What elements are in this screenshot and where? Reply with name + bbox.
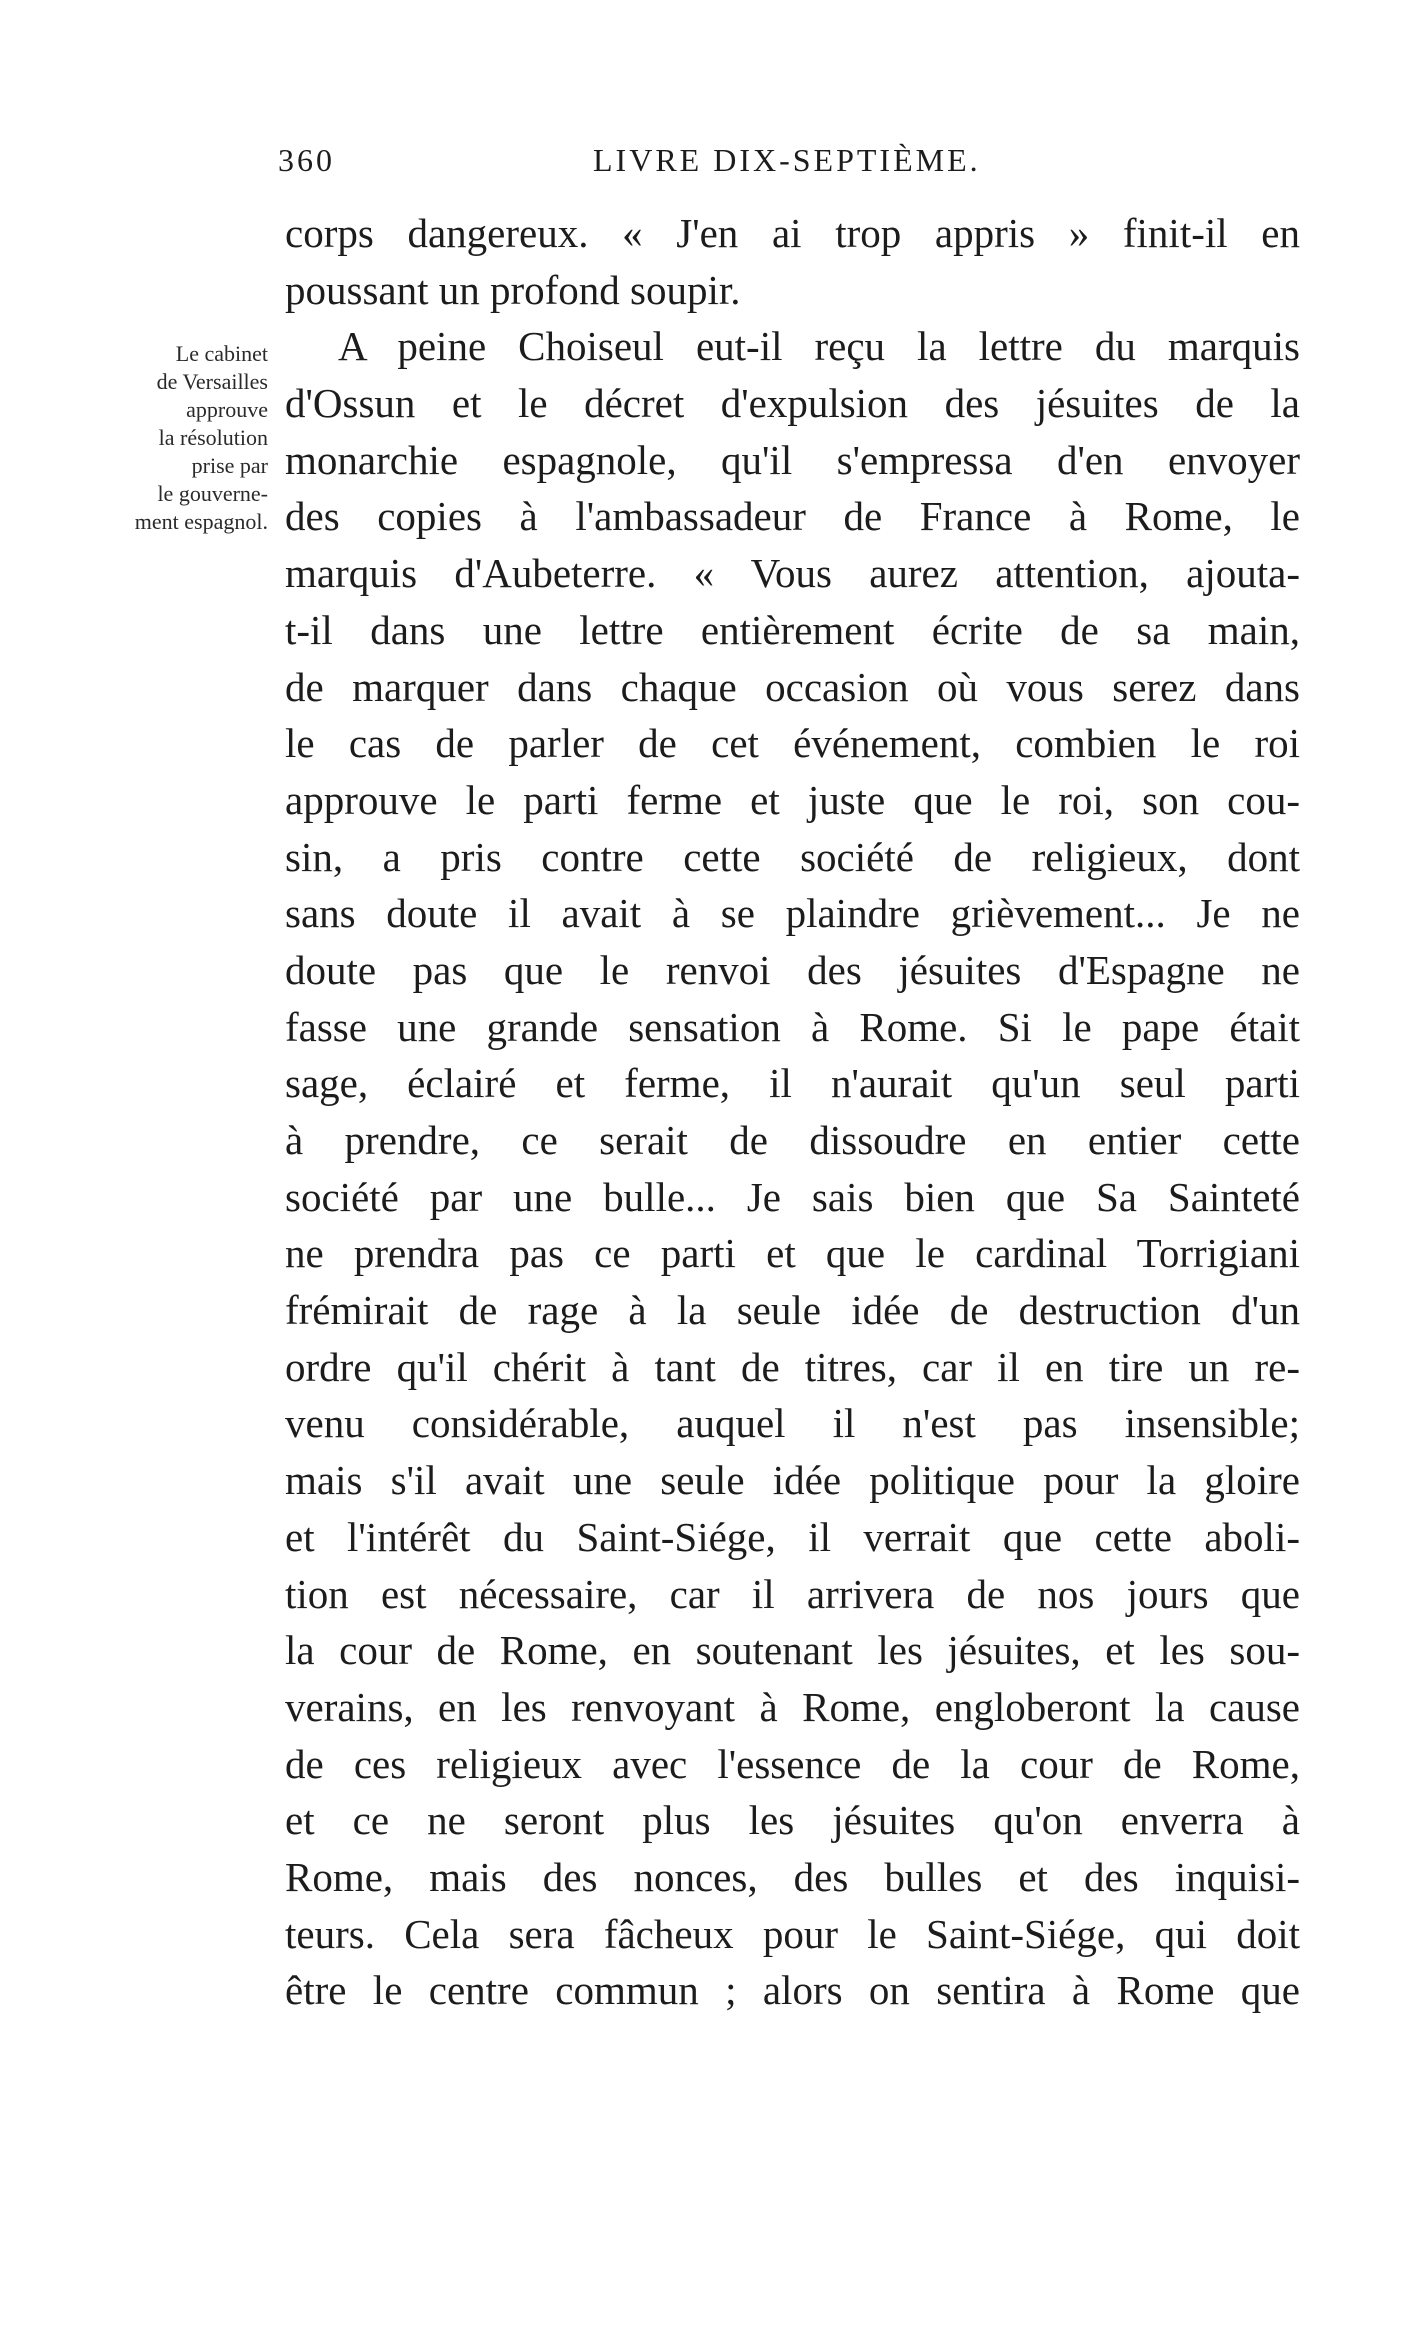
text-line: ordre qu'il chérit à tant de titres, car il en tire un re- <box>285 1343 1300 1390</box>
text-line: teurs. Cela sera fâcheux pour le Saint-Siége, qui doit <box>285 1910 1300 1957</box>
margin-note-line: la résolution <box>158 425 268 450</box>
text-line: venu considérable, auquel il n'est pas insensible; <box>285 1400 1300 1447</box>
text-line: corps dangereux. « J'en ai trop appris » finit-il en <box>285 210 1300 256</box>
text-line: et l'intérêt du Saint-Siége, il verrait que cette aboli- <box>285 1513 1300 1560</box>
text-line: mais s'il avait une seule idée politique pour la gloire <box>285 1457 1300 1504</box>
margin-note-line: ment espagnol. <box>134 509 268 534</box>
text-line: de ces religieux avec l'essence de la cour de Rome, <box>285 1740 1300 1787</box>
text-line: de marquer dans chaque occasion où vous serez dans <box>285 663 1300 710</box>
text-line: ne prendra pas ce parti et que le cardinal Torrigiani <box>285 1230 1300 1277</box>
text-line: poussant un profond soupir. <box>285 266 741 313</box>
text-line: d'Ossun et le décret d'expulsion des jésuites de la <box>285 380 1300 427</box>
margin-note <box>48 340 268 536</box>
margin-note-line: le gouverne- <box>157 481 268 506</box>
text-line: sans doute il avait à se plaindre grièvement... Je ne <box>285 890 1300 937</box>
text-line: être le centre commun ; alors on sentira à Rome que <box>285 1967 1300 2014</box>
text-line: t-il dans une lettre entièrement écrite de sa main, <box>285 606 1300 653</box>
text-line: à prendre, ce serait de dissoudre en entier cette <box>285 1117 1300 1163</box>
text-line: des copies à l'ambassadeur de France à Rome, le <box>285 493 1300 540</box>
text-line: fasse une grande sensation à Rome. Si le pape était <box>285 1003 1300 1050</box>
text-line: Rome, mais des nonces, des bulles et des inquisi- <box>285 1853 1300 1900</box>
text-line: tion est nécessaire, car il arrivera de nos jours que <box>285 1570 1300 1617</box>
body-text <box>285 205 1300 2019</box>
text-line: sin, a pris contre cette société de religieux, dont <box>285 833 1300 880</box>
text-line: et ce ne seront plus les jésuites qu'on enverra à <box>285 1797 1300 1844</box>
page-number: 360 <box>278 142 335 178</box>
text-line: la cour de Rome, en soutenant les jésuites, et les sou- <box>285 1627 1300 1674</box>
text-line: sage, éclairé et ferme, il n'aurait qu'un seul parti <box>285 1060 1300 1107</box>
margin-note-line: prise par <box>191 453 268 478</box>
text-line: société par une bulle... Je sais bien que Sa Sainteté <box>285 1173 1300 1220</box>
text-line: verains, en les renvoyant à Rome, engloberont la cause <box>285 1683 1300 1730</box>
running-head: LIVRE DIX-SEPTIÈME. <box>593 142 981 178</box>
margin-note-line: Le cabinet <box>175 341 268 366</box>
text-line: A peine Choiseul eut-il reçu la lettre du marquis <box>338 323 1300 370</box>
page-header <box>278 142 1298 182</box>
text-line: approuve le parti ferme et juste que le roi, son cou- <box>285 776 1300 823</box>
text-line: frémirait de rage à la seule idée de destruction d'un <box>285 1287 1300 1334</box>
text-line: monarchie espagnole, qu'il s'empressa d'en envoyer <box>285 436 1300 483</box>
margin-note-line: approuve <box>186 397 268 422</box>
text-line: doute pas que le renvoi des jésuites d'Espagne ne <box>285 946 1300 993</box>
text-line: marquis d'Aubeterre. « Vous aurez attention, ajouta- <box>285 550 1300 597</box>
text-line: le cas de parler de cet événement, combien le roi <box>285 720 1300 767</box>
margin-note-line: de Versailles <box>156 369 268 394</box>
